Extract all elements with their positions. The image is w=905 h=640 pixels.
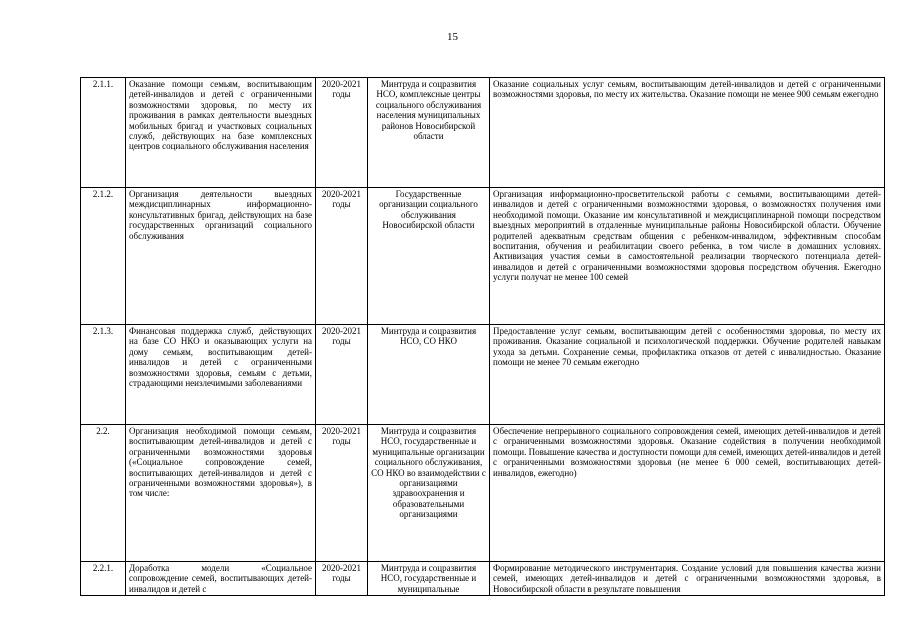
measure-result: Оказание социальных услуг семьям, воспитывающим детей-инвалидов и детей с ограниченными возможностями здоровья, по месту их жительства. Оказание помощи не менее 900 семьям ежегодно [490, 78, 885, 188]
measure-name: Оказание помощи семьям, воспитывающим детей-инвалидов и детей с ограниченными возможностями здоровья, по месту их проживания в рамках деятельности выездных мобильных бригад и участковых социальных служб, действующих на базе комплексных центров социального обслуживания населения [126, 78, 316, 188]
item-number: 2.1.3. [81, 325, 126, 425]
measure-term: 2020-2021 годы [316, 78, 368, 188]
measure-result: Обеспечение непрерывного социального сопровождения семей, имеющих детей-инвалидов и детей с ограниченными возможностями здоровья. Оказание содействия в получении необходимой помощи. Повышение качества и доступности помощи для семей, имеющих детей-инвалидов и детей с ограниченными возможностями здоровья (не менее 6 000 семей, воспитывающих детей-инвалидов, ежегодно) [490, 425, 885, 562]
measure-term: 2020-2021 годы [316, 188, 368, 325]
measure-name: Организация необходимой помощи семьям, воспитывающим детей-инвалидов и детей с ограниченными возможностями здоровья («Социальное сопровождение семей, воспитывающих детей-инвалидов и детей с ограниченными возможностями здоровья»), в том числе: [126, 425, 316, 562]
measure-name-text: Доработка модели «Социальное сопровождение семей, воспитывающих детей-инвалидов и детей с [129, 563, 312, 594]
table-row [81, 425, 885, 562]
item-number-text: 2.2.1. [92, 563, 114, 573]
measure-name: Финансовая поддержка служб, действующих на базе СО НКО и оказывающих услуги на дому семьям, воспитывающим детей-инвалидов и детей с ограниченными возможностями здоровья, семьям с детьми, страдающими неизлечимыми заболеваниями [126, 325, 316, 425]
measure-term: 2020-2021 годы [316, 425, 368, 562]
table-row [81, 325, 885, 425]
measure-result-text: Формирование методического инструментария. Создание условий для повышения качества жизни семей, имеющих детей-инвалидов и детей с ограниченными возможностями здоровья, в Новосибирской области в результате повышения [493, 563, 881, 594]
measure-executor-text: Минтруда и соцразвития НСО, государственные и муниципальные [380, 563, 477, 594]
measure-executor: Минтруда и соцразвития НСО, государственные и муниципальные организации социального обслуживания, СО НКО во взаимодействии с организациями здравоохранения и образовательными организациями [368, 425, 490, 562]
measure-executor: Минтруда и соцразвития НСО, СО НКО [368, 325, 490, 425]
item-number [81, 562, 126, 596]
measure-term: 2020-2021 годы [316, 325, 368, 425]
measure-name [126, 562, 316, 596]
measure-result [490, 562, 885, 596]
item-number: 2.2. [81, 425, 126, 562]
page-number: 15 [447, 31, 458, 43]
table-row [81, 562, 885, 596]
measure-term-text: 2020-2021 годы [322, 563, 361, 584]
item-number: 2.1.1. [81, 78, 126, 188]
measure-result: Организация информационно-просветительской работы с семьями, воспитывающими детей-инвалидов и детей с ограниченными возможностями здоровья, о возможностях получения ими необходимой помощи. Оказание им консультативной и междисциплинарной помощи посредством выездных мероприятий в отдаленные муниципальные районы Новосибирской области. Обучение родителей адекватным средствам общения с ребенком-инвалидом, эффективным способам воспитания, обучения и реабилитации своего ребенка, в том числе в домашних условиях. Активизация участия семьи в самостоятельной реализации творческого потенциала детей-инвалидов и детей с ограниченными возможностями здоровья посредством обучения. Ежегодно услуги получат не менее 100 семей [490, 188, 885, 325]
measures-table [80, 77, 885, 596]
table-row [81, 78, 885, 188]
measure-result: Предоставление услуг семьям, воспитывающим детей с особенностями здоровья, по месту их проживания. Оказание социальной и психологической поддержки. Обучение родителей навыкам ухода за детьми. Сохранение семьи, профилактика отказов от детей с инвалидностью. Оказание помощи не менее 70 семьям ежегодно [490, 325, 885, 425]
table-row [81, 188, 885, 325]
item-number: 2.1.2. [81, 188, 126, 325]
measure-executor [368, 562, 490, 596]
measure-executor: Минтруда и соцразвития НСО, комплексные центры социального обслуживания населения муниципальных районов Новосибирской области [368, 78, 490, 188]
measure-term [316, 562, 368, 596]
measure-name: Организация деятельности выездных междисциплинарных информационно-консультативных бригад, действующих на базе государственных организаций социального обслуживания [126, 188, 316, 325]
measure-executor: Государственные организации социального обслуживания Новосибирской области [368, 188, 490, 325]
